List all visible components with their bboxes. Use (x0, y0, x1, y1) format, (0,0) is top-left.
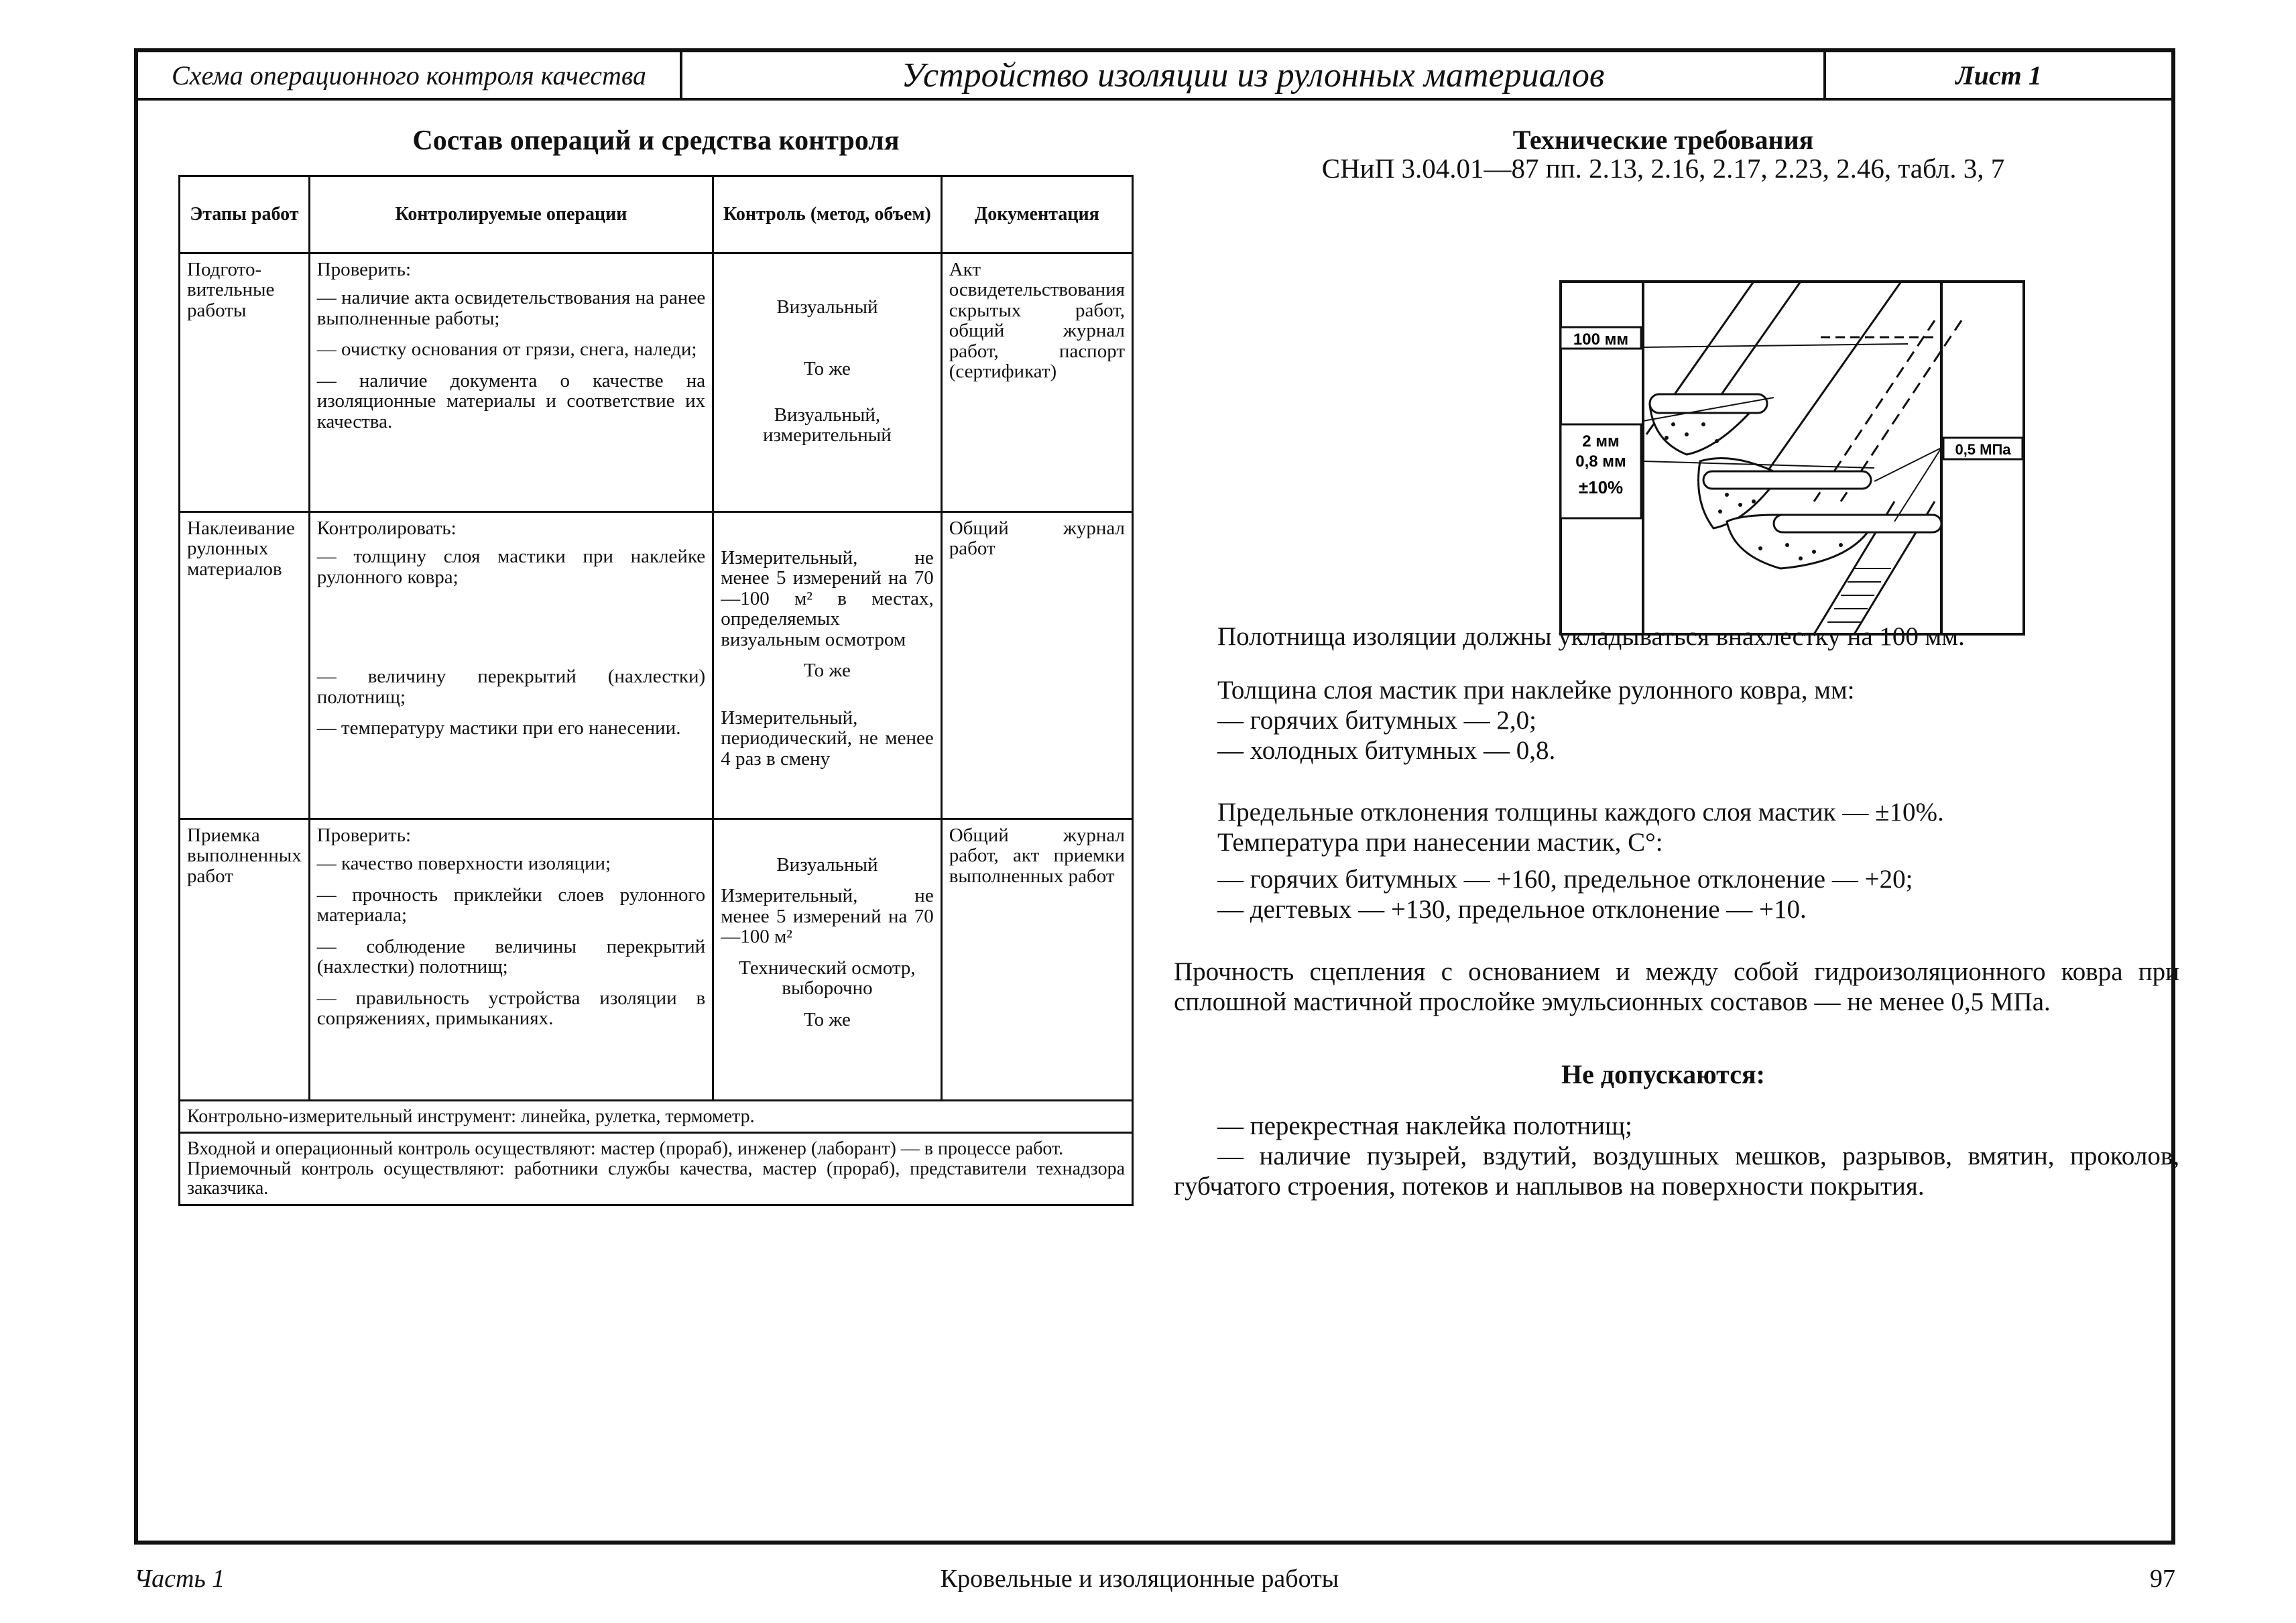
control-cell (713, 819, 942, 1101)
table-header-row (180, 176, 1133, 253)
thickness-item: — холодных битумных — 0,8. (1217, 735, 1556, 765)
paragraph-temperature: Температура при нанесении мастик, С°: (1217, 827, 1663, 857)
thickness-item: — горячих битумных — 2,0; (1217, 705, 1537, 735)
documentation-cell: Общий журнал работ, акт приемки выполненных работ (941, 819, 1132, 1101)
column-header: Контроль (метод, объем) (713, 176, 942, 253)
temperature-item: — горячих битумных — +160, предельное отклонение — +20; (1217, 864, 1913, 894)
table-row (180, 1133, 1133, 1205)
page-frame (134, 48, 2179, 1545)
paragraph-thickness: Толщина слоя мастик при наклейке рулонного ковра, мм: (1217, 676, 1855, 705)
control-method: Измерительный, периодический, не менее 4 раз в смену (721, 707, 934, 770)
deviation-block (1217, 798, 2176, 924)
operation-item: — прочность приклейки слоев рулонного материала; (316, 884, 706, 926)
control-method: Визуальный, измерительный (763, 404, 892, 446)
operation-item: — температуру мастики при его нанесении. (316, 717, 681, 739)
operation-item: — качество поверхности изоляции; (316, 853, 611, 875)
operation-item: — величину перекрытий (нахлестки) полотнищ; (316, 666, 706, 708)
control-cell (713, 253, 942, 512)
table-row (180, 819, 1133, 1101)
control-method: Измерительный, не менее 5 измерений на 70—100 м² в местах, определяемых визуальным осмотром (721, 547, 934, 650)
operation-item: — наличие акта освидетельствования на ранее выполненные работы; (316, 287, 706, 329)
label-strength: 0,5 МПа (1955, 441, 2011, 458)
label-thick-hot: 2 мм (1582, 432, 1620, 450)
stage-cell: Наклеивание рулонных материалов (180, 512, 310, 819)
not-allowed-title: Не допускаются: (1561, 1059, 1765, 1089)
label-overlap: 100 мм (1573, 330, 1629, 349)
paragraph-strength: Прочность сцепления с основанием и между собой гидроизоляционного ковра при сплошной мастичной прослойке эмульсионных составов — не менее 0,5 МПа. (1174, 957, 2179, 1016)
paragraph-overlap: Полотнища изоляции должны укладываться внахлестку на 100 мм. (1217, 622, 1965, 651)
header-sheet-number: Лист 1 (1955, 60, 2042, 91)
operations-cell (309, 819, 713, 1101)
column-header: Контролируемые операции (309, 176, 713, 253)
paragraph-deviation: Предельные отклонения толщины каждого слоя мастик — ±10%. (1217, 798, 1944, 827)
thickness-block (1217, 676, 2042, 766)
operations-cell (309, 512, 713, 819)
instrument-note: Контрольно-измерительный инструмент: линейка, рулетка, термометр. (180, 1101, 1133, 1133)
control-method: Измерительный, не менее 5 измерений на 70—100 м² (721, 885, 934, 948)
column-header: Этапы работ (180, 176, 310, 253)
note-line: Приемочный контроль осуществляют: работники службы качества, мастер (прораб), представители технадзора заказчика. (187, 1158, 1125, 1199)
operation-head: Проверить: (316, 825, 412, 846)
stage-cell: Подгото-вительные работы (180, 253, 310, 512)
control-method: Визуальный (776, 296, 878, 318)
control-method: То же (804, 358, 851, 380)
control-method: То же (804, 660, 851, 682)
not-allowed-item: — перекрестная наклейка полотнищ; (1217, 1111, 1632, 1140)
temperature-item: — дегтевых — +130, предельное отклонение — +10. (1217, 894, 1807, 924)
operations-section-title: Состав операций и средства контроля (412, 125, 900, 156)
table-row (180, 253, 1133, 512)
operations-cell (309, 253, 713, 512)
not-allowed-list (1174, 1111, 2179, 1202)
control-responsibility-note (180, 1133, 1133, 1205)
control-method: Визуальный (776, 854, 878, 876)
not-allowed-item: — наличие пузырей, вздутий, воздушных мешков, разрывов, вмятин, проколов, губчатого строения, потеков и наплывов на поверхности покрытия. (1174, 1141, 2179, 1201)
documentation-cell: Акт освидетельствования скрытых работ, общий журнал работ, паспорт (сертификат) (941, 253, 1132, 512)
operation-head: Проверить: (316, 259, 412, 280)
insulation-diagram (1559, 280, 2025, 636)
documentation-cell: Общий журнал работ (941, 512, 1132, 819)
table-row (180, 1101, 1133, 1133)
insulation-diagram-svg (1559, 280, 2025, 636)
header-document-title: Устройство изоляции из рулонных материалов (682, 52, 1826, 98)
operation-item: — правильность устройства изоляции в сопряжениях, примыканиях. (316, 987, 706, 1030)
requirements-title: Технические требования (1512, 125, 1814, 155)
operation-head: Контролировать: (316, 518, 457, 539)
footer-page-number: 97 (2150, 1565, 2175, 1593)
control-cell (713, 512, 942, 819)
operation-item: — толщину слоя мастики при наклейке рулонного ковра; (316, 546, 706, 588)
stage-cell: Приемка выполненных работ (180, 819, 310, 1101)
control-method: То же (804, 1008, 851, 1030)
operation-item: — наличие документа о качестве на изоляционные материалы и соответствие их качества. (316, 369, 706, 432)
operations-table (178, 175, 1134, 1206)
label-thick-cold: 0,8 мм (1575, 453, 1626, 471)
label-tolerance: ±10% (1578, 477, 1624, 497)
header-bar (138, 52, 2171, 101)
control-method: Технический осмотр, выборочно (739, 957, 916, 1000)
operation-item: — очистку основания от грязи, снега, наледи; (316, 339, 697, 361)
table-row (180, 512, 1133, 819)
norm-reference: СНиП 3.04.01—87 пп. 2.13, 2.16, 2.17, 2.23, 2.46, табл. 3, 7 (1321, 153, 2005, 184)
footer-part: Часть 1 (134, 1565, 225, 1593)
note-line: Входной и операционный контроль осуществляют: мастер (прораб), инженер (лаборант) — в процессе работ. (187, 1138, 1064, 1160)
footer-section-title: Кровельные и изоляционные работы (940, 1565, 1339, 1593)
column-header: Документация (941, 176, 1132, 253)
header-scheme-title: Схема операционного контроля качества (138, 52, 682, 98)
operation-item: — соблюдение величины перекрытий (нахлестки) полотнищ; (316, 935, 706, 978)
